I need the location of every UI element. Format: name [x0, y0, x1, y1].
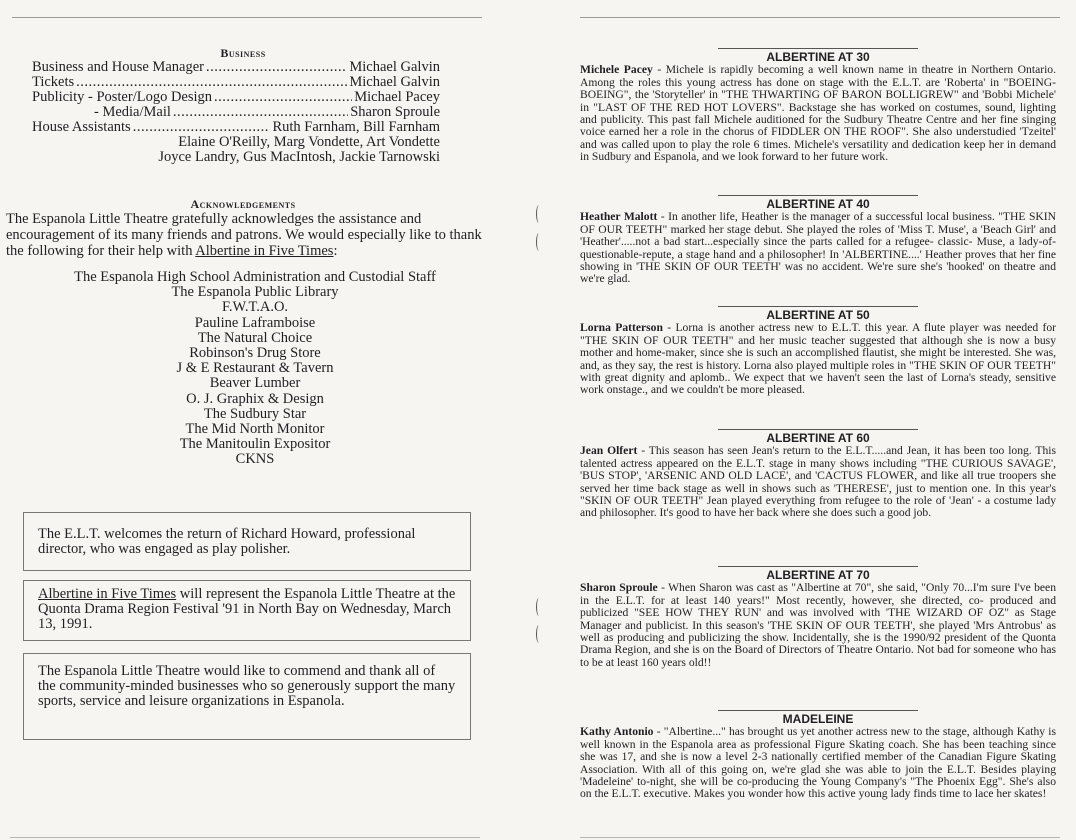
notice-box-commend: The Espanola Little Theatre would like to commend and thank all of the community-minded businesses who so generously support the many sports, service and leisure organizations in Espanola.: [23, 653, 471, 740]
bio-title: ALBERTINE AT 30: [766, 50, 870, 64]
credit-name: Sharon Sproule: [350, 104, 440, 120]
bio-title: ALBERTINE AT 70: [766, 568, 870, 582]
list-item: The Mid North Monitor: [185, 421, 325, 438]
bio-section: [580, 195, 1056, 286]
list-item: The Sudbury Star: [203, 405, 307, 422]
top-rule: [12, 17, 482, 18]
play-title: Albertine in Five Times: [38, 586, 177, 602]
credit-row: [32, 105, 440, 120]
business-credits: [32, 60, 440, 165]
list-item: CKNS: [235, 451, 275, 468]
bio-section: [580, 429, 1056, 520]
acknowledgements-heading: Acknowledgements: [190, 197, 296, 211]
business-heading: Business: [220, 46, 266, 60]
top-rule: [580, 17, 1060, 18]
list-item: Pauline Laframboise: [194, 314, 316, 331]
actor-name: Heather Malott: [580, 210, 658, 224]
actor-name: Jean Olfert: [580, 444, 638, 458]
bio-title: ALBERTINE AT 40: [766, 197, 870, 211]
credit-name: Michael Galvin: [349, 59, 440, 75]
right-page: [540, 0, 1076, 840]
credit-name: Ruth Farnham, Bill Farnham: [272, 119, 440, 135]
bio-title: ALBERTINE AT 50: [766, 308, 870, 322]
credit-name: Michael Pacey: [354, 89, 440, 105]
credit-role: - Media/Mail: [94, 104, 171, 120]
credit-role: House Assistants: [32, 119, 131, 135]
credit-role: Tickets: [32, 74, 75, 90]
credit-extra-line: Elaine O'Reilly, Marg Vondette, Art Vondette: [178, 134, 440, 150]
acknowledgements-list: [0, 270, 510, 468]
list-item: The Natural Choice: [197, 329, 313, 346]
bio-title: MADELEINE: [782, 712, 854, 726]
bio-title: ALBERTINE AT 60: [766, 431, 870, 445]
bio-text: Kathy Antonio - "Albertine..." has brought us yet another actress new to the stage, although Kathy is well known in the Espanola area as professional Figure Skating coach. She has been teaching since she was 17, and she is now a level 2-3 nationally certified member of the Canadian Figure Skating Association. With all of this going on, we're glad she was able to join the E.L.T. Besides playing 'Madeleine' to-night, she will be co-producing the Young Company's "The Phoenix Egg". She's also on the E.L.T. executive. Makes you wonder how this active young lady finds time to lace her skates!: [580, 725, 1057, 801]
list-item: The Espanola Public Library: [171, 284, 339, 301]
bio-text: Sharon Sproule - When Sharon was cast as "Albertine at 70", she said, "Only 70...I'm sure I've been in the E.L.T. for at least 140 years!" Most recently, however, she directed, co- produced and publicized "SEE HOW THEY RUN' and was involved with 'THE WIZARD OF OZ" as Stage Manager and publicist. In this season's 'THE SKIN OF OUR TEETH', she played 'Mrs Antrobus' as well as producing and publicizing the show. Incidentally, she is the 1990/92 president of the Quonta Drama Region, and she is on the Board of Directors of Theatre Ontario. Not bad for someone who has to be at least 160 years old!!: [580, 581, 1056, 669]
play-title: Albertine in Five Times: [195, 243, 334, 259]
bio-text: Michele Pacey - Michele is rapidly becoming a well known name in theatre in Northern Ontario. Among the roles this young actress has done on stage with the E.L.T. are 'Roberta' in "BOEING-BOEING", the 'Storyteller' in "THE THWARTING OF BARON BOLLIGREW" and 'Bobbi Michele' in "LAST OF THE RED HOT LOVERS". Backstage she has worked on costumes, sound, lighting and publicity. This past fall Michele auditioned for the Sudbury Theatre Centre and her fine singing voice earned her a role in the chorus of FIDDLER ON THE ROOF". She also understudied 'Tzeitel' and was called upon to play the role 6 times. Michele's versatility and dedication keep her in demand in Sudbury and Espanola, and we look forward to her future work.: [580, 63, 1056, 164]
bio-text: Heather Malott - In another life, Heather is the manager of a successful local business. "THE SKIN OF OUR TEETH" marked her stage debut. She played the roles of 'Miss T. Muse', a 'Beach Girl' and 'Heather'.....not a bad start...especially since the parts called for a refugee- classic- Muse, a lady-of-questionable-repute, a stage hand and a philosopher! In 'ALBERTINE....' Heather proves that her fine showing in 'THE SKIN OF OUR TEETH' was no accident. We're sure she's 'hooked' on theatre and we're glad.: [580, 210, 1056, 286]
notice-box-director: The E.L.T. welcomes the return of Richard Howard, professional director, who was engaged as play polisher.: [23, 512, 471, 571]
list-item: The Espanola High School Administration and Custodial Staff: [74, 269, 436, 285]
list-item: O. J. Graphix & Design: [186, 390, 324, 407]
credit-row: [32, 75, 440, 90]
actor-name: Lorna Patterson: [580, 321, 663, 335]
credit-role: Publicity - Poster/Logo Design: [32, 89, 213, 105]
left-page: [0, 0, 520, 840]
bottom-rule: [580, 837, 1060, 838]
bio-text: Jean Olfert - This season has seen Jean's return to the E.L.T.....and Jean, it has been too long. This talented actress appeared on the E.L.T. stage in many shows including "THE CURIOUS SAVAGE', 'BUS STOP', 'ARSENIC AND OLD LACE', and 'CACTUS FLOWER, and like all true troopers she served her time back stage as well in shows such as 'THERESE', just to mention one. In this year's "SKIN OF OUR TEETH" Jean played everything from refugee to the role of 'Jean' - a costume lady and philosopher. It's good to have her back where she does such a good job.: [580, 444, 1056, 520]
bio-section: [580, 566, 1056, 669]
credit-extra-line: Joyce Landry, Gus MacIntosh, Jackie Tarnowski: [158, 149, 440, 165]
list-item: Beaver Lumber: [209, 375, 301, 392]
list-item: J & E Restaurant & Tavern: [176, 360, 334, 377]
acknowledgements-paragraph: The Espanola Little Theatre gratefully acknowledges the assistance and encouragement of its many friends and patrons. We would especially like to thank the following for their help with Albertine in Five Times:: [6, 211, 482, 259]
actor-name: Michele Pacey: [580, 63, 653, 77]
bio-text: Lorna Patterson - Lorna is another actress new to E.L.T. this year. A flute player was needed for "THE SKIN OF OUR TEETH" and her music teacher suggested that although she is now a busy mother and home-maker, since she is such an accomplished flautist, she might be interested. She was, and, as they say, the rest is history. Lorna also played multiple roles in "THE SKIN OF OUR TEETH" with great dignity and aplomb.. We expect that we haven't seen the last of Lorna's steady, sensitive work onstage., and we couldn't be more pleased.: [580, 321, 1057, 397]
credit-role: Business and House Manager: [32, 59, 204, 75]
list-item: F.W.T.A.O.: [221, 299, 289, 316]
credit-row: [32, 60, 440, 75]
list-item: The Manitoulin Expositor: [179, 436, 331, 453]
credit-row: [32, 120, 440, 135]
actor-name: Sharon Sproule: [580, 581, 658, 595]
credit-row: [32, 90, 440, 105]
notice-box-festival: Albertine in Five Times will represent the Espanola Little Theatre at the Quonta Drama Region Festival '91 in North Bay on Wednesday, March 13, 1991.: [23, 580, 471, 641]
actor-name: Kathy Antonio: [580, 725, 654, 739]
bio-section: [580, 48, 1056, 164]
list-item: Robinson's Drug Store: [189, 345, 321, 362]
bio-section: [580, 710, 1056, 801]
bio-section: [580, 306, 1056, 397]
bottom-rule: [10, 837, 480, 838]
credit-name: Michael Galvin: [349, 74, 440, 90]
